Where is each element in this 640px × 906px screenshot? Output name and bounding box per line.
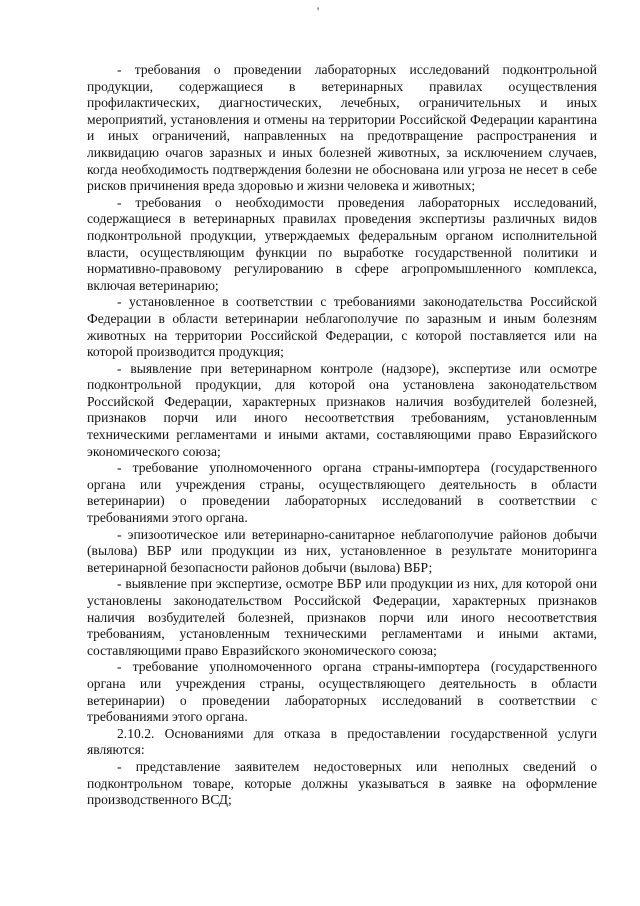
page-mark: ' — [317, 4, 320, 18]
paragraph-refusal-grounds-heading: 2.10.2. Основаниями для отказа в предоставлении государственной услуги являются: — [87, 725, 597, 758]
paragraph-lab-requirements-rules: - требования о проведении лабораторных исследований подконтрольной продукции, содержащиеся в ветеринарных правилах осуществления профилактических, диагностических, лечебных, ограничительных и иных мероприятий, установления и отмены на территории Российской Федерации карантина и иных ограничений, направленных на предотвращение распространения и ликвидацию очагов заразных и иных болезней животных, за исключением случаев, когда необходимость подтверждения болезни не обоснована или угроза не несет в себе рисков причинения вреда здоровью и жизни человека и животных; — [87, 62, 597, 194]
document-body — [87, 62, 597, 809]
paragraph-importer-requirement: - требование уполномоченного органа страны-импортера (государственного органа или учреждения страны, осуществляющего деятельность в области ветеринарии) о проведении лабораторных исследований в соответствии с требованиями этого органа. — [87, 460, 597, 526]
paragraph-false-information: - представление заявителем недостоверных или неполных сведений о подконтрольном товаре, которые должны указываться в заявке на оформление производственного ВСД; — [87, 758, 597, 808]
paragraph-lab-requirements-expertise: - требования о необходимости проведения лабораторных исследований, содержащиеся в ветеринарных правилах проведения экспертизы различных видов подконтрольной продукции, утверждаемых федеральным органом исполнительной власти, осуществляющим функции по выработке государственной политики и нормативно-правовому регулированию в сфере агропромышленного комплекса, включая ветеринарию; — [87, 194, 597, 293]
paragraph-vbr-areas: - эпизоотическое или ветеринарно-санитарное неблагополучие районов добычи (вылова) ВБР или продукции из них, установленное в результате мониторинга ветеринарной безопасности районов добычи (вылова) ВБР; — [87, 526, 597, 575]
paragraph-vbr-inspection: - выявление при экспертизе, осмотре ВБР или продукции из них, для которой они установлены законодательством Российской Федерации, характерных признаков наличия возбудителей болезней, признаков порчи или иного несоответствия требованиям, установленным техническими регламентами и иными актами, составляющими право Евразийского экономического союза; — [87, 576, 597, 658]
paragraph-importer-requirement-vbr: - требование уполномоченного органа страны-импортера (государственного органа или учреждения страны, осуществляющего деятельность в области ветеринарии) о проведении лабораторных исследований в соответствии с требованиями этого органа. — [87, 659, 597, 725]
paragraph-disease-unfavorable: - установленное в соответствии с требованиями законодательства Российской Федерации в области ветеринарии неблагополучие по заразным и иным болезням животных на территории Российской Федерации, с которой поставляется или на которой производится продукция; — [87, 294, 597, 360]
paragraph-inspection-findings: - выявление при ветеринарном контроле (надзоре), экспертизе или осмотре подконтрольной продукции, для которой она установлена законодательством Российской Федерации, характерных признаков наличия возбудителей болезней, признаков порчи или иного несоответствия требованиям, установленным техническими регламентами и иными актами, составляющими право Евразийского экономического союза; — [87, 360, 597, 459]
